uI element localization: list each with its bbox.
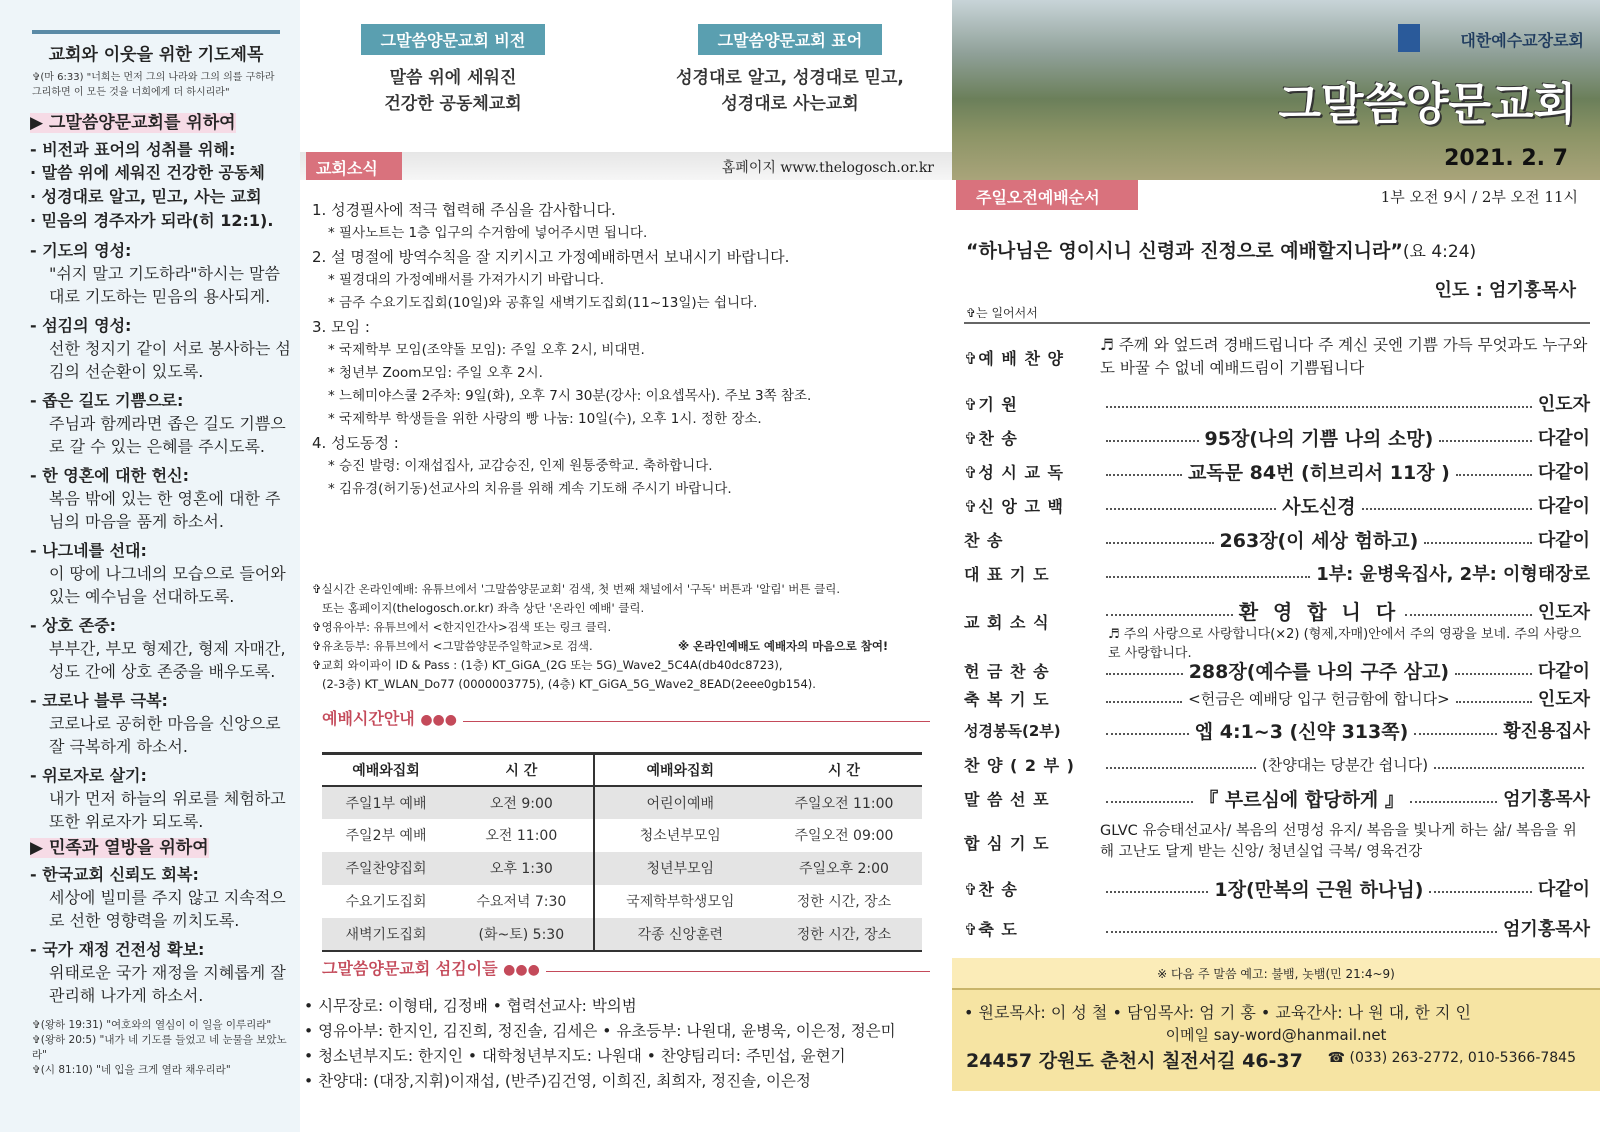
motto-box: 그말씀양문교회 표어 성경대로 알고, 성경대로 믿고, 성경대로 사는교회 bbox=[670, 24, 910, 117]
dots-icon: ●●● bbox=[420, 712, 457, 728]
prayer-item: - 상호 존중: 부부간, 부모 형제간, 형제 자매간, 성도 간에 상호 존중을 배우도록. bbox=[30, 616, 286, 681]
prayer-item: - 위로자로 살기: 내가 먼저 하늘의 위로를 체험하고 또한 위로자가 되도록. bbox=[30, 766, 286, 831]
vision-label: 그말씀양문교회 비전 bbox=[361, 24, 546, 55]
dots-icon: ●●● bbox=[503, 962, 540, 978]
servants-list: • 시무장로: 이형태, 김정배 • 협력선교사: 박의범 • 영유아부: 한지인, 김진희, 정진솔, 김세은 • 유초등부: 나원대, 윤병욱, 이은정, 정은미 • 청소년부지도: 한지인 • 대학청년부지도: 나원대 • 찬양팀리더: 주민섭, 윤현기 • 찬양대: (대장,지휘)이재섭, (반주)김건영, 이희진, 최희자, 정진솔, 이은정 bbox=[304, 997, 896, 1090]
worship-label: 주일오전예배순서 bbox=[956, 180, 1138, 210]
homepage-link[interactable]: 홈페이지 www.thelogosch.or.kr bbox=[721, 160, 934, 176]
order-item: ✞기 원 인도자 bbox=[964, 394, 1590, 415]
prayer-title: 교회와 이웃을 위한 기도제목 bbox=[32, 30, 280, 65]
prayer-footer-verses: ✞(왕하 19:31) "여호와의 열심이 이 일을 이루리라" ✞(왕하 20:5) "내가 네 기도를 들었고 네 눈물을 보았노라" ✞(시 81:10) "네 입을 크게 열라 채우리라" bbox=[32, 1019, 287, 1076]
worship-bar bbox=[952, 180, 1600, 210]
divider bbox=[964, 322, 1590, 324]
motto-label: 그말씀양문교회 표어 bbox=[698, 24, 883, 55]
order-item: 찬 양 ( 2 부 ) (찬양대는 당분간 쉽니다) bbox=[964, 748, 1590, 780]
pastors: • 원로목사: 이 성 철 • 담임목사: 엄 기 홍 • 교육간사: 나 원 대, 한 지 인 bbox=[964, 1003, 1471, 1022]
order-item: ✞축 도 엄기홍목사 bbox=[964, 919, 1590, 940]
order-item: 합 심 기 도 GLVC 유승태선교사/ 복음의 선명성 유지/ 복음을 빛나게 하는 삶/ 복음을 위해 고난도 달게 받는 신앙/ 청년실업 극복/ 영육건강 bbox=[964, 823, 1577, 860]
order-item: ✞찬 송 95장(나의 기쁨 나의 소망) 다같이 bbox=[964, 427, 1591, 450]
church-prayer-header: ▶ 그말씀양문교회를 위하여 bbox=[30, 113, 236, 133]
prayer-item: - 코로나 블루 극복: 코로나로 공허한 마음을 신앙으로 잘 극복하게 하소서. bbox=[30, 691, 281, 756]
header-banner bbox=[952, 0, 1600, 180]
prayer-item: - 국가 재정 건전성 확보: 위태로운 국가 재정을 지혜롭게 잘 관리해 나가게 하소서. bbox=[30, 940, 286, 1005]
schedule-table: 예배와집회 시 간 예배와집회 시 간 주일1부 예배 오전 9:00 어린이예배 주일오전 11:00 주일2부 예배 오전 11:00 청소년부모임 주일오전 09:00 주일찬양집회 오후 1:30 청년부모임 주일오후 2:00 수요기도집회 수요저녁 7:30 국제학부학생모임 정한 시간, 장소 새벽기도집회 (화~토) 5:30 각종 신앙훈련 정한 시간, 장소 bbox=[322, 752, 922, 952]
cross-logo-icon bbox=[1398, 24, 1420, 52]
prayer-item: - 한 영혼에 대한 헌신: 복음 밖에 있는 한 영혼에 대한 주님의 마음을 품게 하소서. bbox=[30, 466, 281, 531]
worship-order bbox=[964, 328, 1590, 948]
order-item: ✞성 시 교 독 교독문 84번 (히브리서 11장 ) 다같이 bbox=[964, 461, 1591, 484]
order-item: 찬 송 263장(이 세상 험하고) 다같이 bbox=[964, 529, 1591, 552]
table-row: 주일2부 예배 오전 11:00 청소년부모임 주일오전 09:00 bbox=[322, 819, 922, 852]
table-row: 수요기도집회 수요저녁 7:30 국제학부학생모임 정한 시간, 장소 bbox=[322, 885, 922, 918]
next-week-preview: ※ 다음 주 말씀 예고: 불뱀, 놋뱀(민 21:4~9) bbox=[952, 958, 1600, 988]
prayer-item: - 좁은 길도 기쁨으로: 주님과 함께라면 좁은 길도 기쁨으로 갈 수 있는 은혜를 주시도록. bbox=[30, 391, 286, 456]
welcome-song: ♬ 주의 사랑으로 사랑합니다(×2) (형제,자매)안에서 주의 영광을 보네. 주의 사랑으로 사랑합니다. bbox=[1108, 627, 1582, 661]
prayer-verse: ✞(마 6:33) "너희는 먼저 그의 나라와 그의 의를 구하라 그리하면 이 모든 것을 너희에게 더 하시리라" bbox=[32, 72, 275, 98]
stand-note: ✞는 일어서서 bbox=[966, 306, 1038, 320]
order-item: 축 복 기 도 <헌금은 예배당 입구 헌금함에 합니다> 인도자 bbox=[964, 689, 1591, 710]
theme-verse: “하나님은 영이시니 신령과 진정으로 예배할지니라”(요 4:24) bbox=[966, 240, 1477, 262]
prayer-item: - 기도의 영성: "쉬지 말고 기도하라"하시는 말씀대로 기도하는 믿음의 용사되게. bbox=[30, 241, 280, 306]
order-item: 교 회 소 식 환 영 합 니 다 인도자 ♬ 주의 사랑으로 사랑합니다(×2) (형제,자매)안에서 주의 영광을 보네. 주의 사랑으로 사랑합니다. bbox=[964, 600, 1590, 661]
schedule-header: 예배시간안내 ●●● bbox=[322, 706, 930, 729]
prayer-column bbox=[0, 0, 300, 1132]
prayer-list bbox=[30, 108, 294, 1007]
worship-column bbox=[952, 0, 1600, 1132]
nation-prayer-header: ▶ 민족과 열방을 위하여 bbox=[30, 838, 209, 858]
table-row: 주일1부 예배 오전 9:00 어린이예배 주일오전 11:00 bbox=[322, 786, 922, 819]
online-notes: ✞실시간 온라인예배: 유튜브에서 '그말씀양문교회' 검색, 첫 번째 채널에서 '구독' 버튼과 '알림' 버튼 클릭. 또는 홈페이지(thelogosch.or.kr) 좌측 상단 '온라인 예배' 클릭. ✞영유아부: 유튜브에서 <한지인간사>검색 또는 링크 클릭. ✞유초등부: 유튜브에서 <그말씀양문주일학교>로 검색. ※ 온라인예배도 예배자의 마음으로 참여! ✞교회 와이파이 ID & Pass : (1층) KT_GiGA_(2G 또는 5G)_Wave2_5C4A(db40dc8723), (2-3층) KT_WLAN_Do77 (0000003775), (4층) KT_GiGA_5G_Wave2_8EAD(2eee0gb154). bbox=[312, 582, 889, 691]
phone: ☎ (033) 263-2772, 010-5366-7845 bbox=[1327, 1050, 1576, 1066]
news-bar bbox=[300, 152, 952, 180]
news-label: 교회소식 bbox=[306, 152, 402, 180]
order-item: 대 표 기 도 1부: 윤병욱집사, 2부: 이형태장로 bbox=[964, 564, 1590, 585]
vision-box: 그말씀양문교회 비전 말씀 위에 세워진 건강한 공동체교회 bbox=[350, 24, 556, 117]
order-item: 헌 금 찬 송 288장(예수를 나의 구주 삼고) 다같이 bbox=[964, 660, 1590, 683]
email[interactable]: 이메일 say-word@hanmail.net bbox=[1165, 1026, 1387, 1044]
order-item: ✞찬 송 1장(만복의 근원 하나님) 다같이 bbox=[964, 878, 1590, 901]
table-row: 주일찬양집회 오후 1:30 청년부모임 주일오후 2:00 bbox=[322, 852, 922, 885]
church-name: 그말씀양문교회 bbox=[1278, 79, 1576, 130]
order-item: ✞신 앙 고 백 사도신경 다같이 bbox=[964, 495, 1590, 518]
address: 24457 강원도 춘천시 칠전서길 46-37 bbox=[966, 1050, 1303, 1072]
order-item: 말 씀 선 포 『 부르심에 합당하게 』 엄기홍목사 bbox=[964, 788, 1591, 811]
denomination: 대한예수교장로회 bbox=[1460, 31, 1584, 50]
servants-header: 그말씀양문교회 섬김이들 ●●● bbox=[322, 956, 930, 979]
vision-prayer: - 비전과 표어의 성취를 위해: · 말씀 위에 세워진 건강한 공동체 · 성경대로 알고, 믿고, 사는 교회 · 믿음의 경주자가 되라(히 12:1). bbox=[30, 140, 274, 230]
order-item: 성경봉독(2부) 엡 4:1~3 (신약 313쪽) 황진용집사 bbox=[964, 720, 1591, 743]
news-list: 1. 성경필사에 적극 협력해 주심을 감사합니다. * 필사노트는 1층 입구의 수거함에 넣어주시면 됩니다. 2. 설 명절에 방역수칙을 잘 지키시고 가정예배하면서 보내시기 바랍니다. * 필경대의 가정예배서를 가져가시기 바랍니다. * 금주 수요기도집회(10일)와 공휴일 새벽기도집회(11~13일)는 쉽니다. 3. 모임 : * 국제학부 모임(조약돌 모임): 주일 오후 2시, 비대면. * 청년부 Zoom모임: 주일 오후 2시. * 느헤미야스쿨 2주차: 9일(화), 오후 7시 30분(강사: 이요셉목사). 주보 3쪽 참조. * 국제학부 학생들을 위한 사랑의 빵 나눔: 10일(수), 오후 1시. 정한 장소. 4. 성도동정 : * 승진 발령: 이재섭집사, 교감승진, 인제 원통중학교. 축하합니다. * 김유경(허기동)선교사의 치유를 위해 계속 기도해 주시기 바랍니다. bbox=[312, 201, 812, 497]
prayer-item: - 섬김의 영성: 선한 청지기 같이 서로 봉사하는 섬김의 선순환이 있도록. bbox=[30, 316, 291, 381]
worship-leader: 인도 : 엄기홍목사 bbox=[1434, 280, 1576, 301]
order-item: ✞예 배 찬 양 ♬ 주께 와 엎드려 경배드립니다 주 계신 곳엔 기쁨 가득 무엇과도 누구와도 바꿀 수 없네 예배드림이 기쁨됩니다 bbox=[964, 336, 1588, 377]
church-footer bbox=[952, 988, 1600, 1091]
worship-times: 1부 오전 9시 / 2부 오전 11시 bbox=[1380, 188, 1578, 206]
table-row: 새벽기도집회 (화~토) 5:30 각종 신앙훈련 정한 시간, 장소 bbox=[322, 918, 922, 951]
news-column bbox=[300, 0, 952, 1132]
prayer-item: - 나그네를 선대: 이 땅에 나그네의 모습으로 들어와 있는 예수님을 선대하도록. bbox=[30, 541, 286, 606]
prayer-item: - 한국교회 신뢰도 회복: 세상에 빌미를 주지 않고 지속적으로 선한 영향력을 끼치도록. bbox=[30, 865, 286, 930]
bulletin-date: 2021. 2. 7 bbox=[1444, 146, 1568, 171]
